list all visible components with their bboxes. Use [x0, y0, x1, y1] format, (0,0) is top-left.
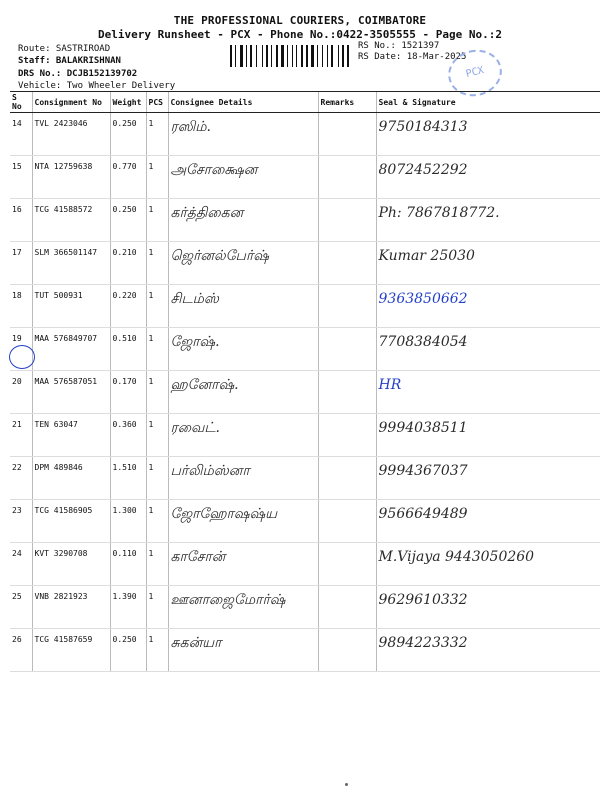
pcx-stamp: PCX: [443, 44, 507, 102]
row-weight: 0.510: [110, 328, 146, 371]
barcode: [230, 45, 354, 67]
table-row: [10, 500, 600, 543]
circled-row-marker: [9, 345, 35, 369]
table-row: [10, 586, 600, 629]
row-remarks: [318, 500, 376, 543]
row-consignee-handwriting: சிடம்ஸ்: [168, 285, 318, 328]
table-row: [10, 414, 600, 457]
table-header-row: [10, 92, 600, 113]
row-weight: 0.250: [110, 113, 146, 156]
row-signature: Ph: 7867818772.: [376, 199, 600, 242]
row-sno: 19: [10, 328, 32, 371]
row-consignee-handwriting: ரவைட்.: [168, 414, 318, 457]
drs-number: DRS No.: DCJB152139702: [18, 69, 138, 79]
row-sno: 24: [10, 543, 32, 586]
row-signature: 9566649489: [376, 500, 600, 543]
row-sno: 23: [10, 500, 32, 543]
runsheet-table: [10, 91, 600, 672]
row-consignee-handwriting: ஹனோஷ்.: [168, 371, 318, 414]
barcode-bar: [271, 45, 272, 67]
row-signature: 9629610332: [376, 586, 600, 629]
row-consignee-handwriting: ரஸிம்.: [168, 113, 318, 156]
row-remarks: [318, 113, 376, 156]
row-consignment-no: TCG 41588572: [32, 199, 110, 242]
row-weight: 0.250: [110, 629, 146, 672]
table-row: [10, 371, 600, 414]
barcode-bar: [266, 45, 268, 67]
table-row: [10, 285, 600, 328]
barcode-bar: [287, 45, 288, 67]
row-sno: 20: [10, 371, 32, 414]
row-pcs: 1: [146, 113, 168, 156]
row-pcs: 1: [146, 414, 168, 457]
row-consignment-no: TVL 2423046: [32, 113, 110, 156]
col-consignment: Consignment No: [32, 92, 110, 113]
row-remarks: [318, 371, 376, 414]
row-sno: 14: [10, 113, 32, 156]
runsheet-subtitle: Delivery Runsheet - PCX - Phone No.:0422-3505555 - Page No.:2: [98, 28, 502, 41]
barcode-bar: [256, 45, 257, 67]
row-signature: 9363850662: [376, 285, 600, 328]
row-pcs: 1: [146, 199, 168, 242]
row-sno: 22: [10, 457, 32, 500]
barcode-bar: [317, 45, 318, 67]
barcode-bar: [322, 45, 323, 67]
row-remarks: [318, 414, 376, 457]
row-pcs: 1: [146, 285, 168, 328]
barcode-bar: [235, 45, 236, 67]
table-row: [10, 543, 600, 586]
row-remarks: [318, 199, 376, 242]
row-pcs: 1: [146, 500, 168, 543]
barcode-bar: [311, 45, 314, 67]
row-consignment-no: TCG 41586905: [32, 500, 110, 543]
row-sno: 16: [10, 199, 32, 242]
row-consignment-no: TEN 63047: [32, 414, 110, 457]
table-row: [10, 242, 600, 285]
row-pcs: 1: [146, 457, 168, 500]
row-consignee-handwriting: ஜோஷ்.: [168, 328, 318, 371]
route-label: Route: SASTRIROAD: [18, 44, 111, 54]
barcode-bar: [338, 45, 339, 67]
table-row: [10, 457, 600, 500]
row-weight: 0.360: [110, 414, 146, 457]
barcode-bar: [281, 45, 284, 67]
row-weight: 0.250: [110, 199, 146, 242]
row-weight: 0.220: [110, 285, 146, 328]
row-consignee-handwriting: சுகன்யா: [168, 629, 318, 672]
row-remarks: [318, 156, 376, 199]
row-weight: 0.210: [110, 242, 146, 285]
table-row: [10, 629, 600, 672]
row-consignment-no: KVT 3290708: [32, 543, 110, 586]
row-remarks: [318, 457, 376, 500]
row-remarks: [318, 629, 376, 672]
barcode-bar: [342, 45, 344, 67]
row-pcs: 1: [146, 629, 168, 672]
row-remarks: [318, 328, 376, 371]
row-pcs: 1: [146, 543, 168, 586]
row-signature: 9750184313: [376, 113, 600, 156]
row-weight: 0.110: [110, 543, 146, 586]
row-signature: 8072452292: [376, 156, 600, 199]
row-signature: M.Vijaya 9443050260: [376, 543, 600, 586]
company-title: THE PROFESSIONAL COURIERS, COIMBATORE: [173, 14, 427, 27]
row-sno: 17: [10, 242, 32, 285]
row-sno: 15: [10, 156, 32, 199]
row-remarks: [318, 285, 376, 328]
row-consignment-no: VNB 2821923: [32, 586, 110, 629]
row-consignment-no: SLM 366501147: [32, 242, 110, 285]
barcode-bar: [262, 45, 263, 67]
row-pcs: 1: [146, 156, 168, 199]
row-weight: 0.170: [110, 371, 146, 414]
row-remarks: [318, 543, 376, 586]
rs-number: RS No.: 1521397: [358, 41, 440, 51]
row-signature: 9894223332: [376, 629, 600, 672]
row-consignment-no: NTA 12759638: [32, 156, 110, 199]
row-pcs: 1: [146, 586, 168, 629]
page-dot: [345, 783, 348, 786]
row-weight: 1.390: [110, 586, 146, 629]
row-signature: HR: [376, 371, 600, 414]
row-sno: 26: [10, 629, 32, 672]
barcode-bar: [292, 45, 293, 67]
row-consignee-handwriting: ஜெர்னல்பேர்ஷ்: [168, 242, 318, 285]
barcode-bar: [331, 45, 333, 67]
vehicle-label: Vehicle: Two Wheeler Delivery: [18, 81, 176, 91]
table-row: [10, 199, 600, 242]
barcode-bar: [246, 45, 247, 67]
row-signature: 9994038511: [376, 414, 600, 457]
table-row: [10, 156, 600, 199]
row-pcs: 1: [146, 371, 168, 414]
col-weight: Weight: [110, 92, 146, 113]
row-pcs: 1: [146, 328, 168, 371]
row-consignee-handwriting: அசோக்ஷைன: [168, 156, 318, 199]
col-signature: Seal & Signature: [376, 92, 600, 113]
barcode-bar: [276, 45, 278, 67]
row-remarks: [318, 242, 376, 285]
row-consignment-no: MAA 576849707: [32, 328, 110, 371]
row-sno: 25: [10, 586, 32, 629]
col-pcs: PCS: [146, 92, 168, 113]
row-signature: Kumar 25030: [376, 242, 600, 285]
row-consignment-no: TUT 500931: [32, 285, 110, 328]
barcode-bar: [230, 45, 232, 67]
barcode-bar: [306, 45, 308, 67]
barcode-bar: [347, 45, 349, 67]
row-consignee-handwriting: கர்த்திகைன: [168, 199, 318, 242]
barcode-bar: [296, 45, 297, 67]
row-weight: 0.770: [110, 156, 146, 199]
row-sno: 18: [10, 285, 32, 328]
barcode-bar: [327, 45, 328, 67]
barcode-bar: [301, 45, 303, 67]
row-signature: 9994367037: [376, 457, 600, 500]
staff-label: Staff: BALAKRISHNAN: [18, 56, 121, 66]
row-consignment-no: DPM 489846: [32, 457, 110, 500]
row-consignee-handwriting: ஊனாஜைமோர்ஷ்: [168, 586, 318, 629]
row-signature: 7708384054: [376, 328, 600, 371]
row-sno: 21: [10, 414, 32, 457]
barcode-bar: [250, 45, 252, 67]
col-consignee: Consignee Details: [168, 92, 318, 113]
row-consignment-no: MAA 576587051: [32, 371, 110, 414]
row-remarks: [318, 586, 376, 629]
rs-date: RS Date: 18-Mar-2025: [358, 52, 467, 62]
col-remarks: Remarks: [318, 92, 376, 113]
row-weight: 1.510: [110, 457, 146, 500]
row-consignment-no: TCG 41587659: [32, 629, 110, 672]
table-row: [10, 328, 600, 371]
table-row: [10, 113, 600, 156]
barcode-bar: [240, 45, 243, 67]
row-pcs: 1: [146, 242, 168, 285]
row-consignee-handwriting: பர்லிம்ஸ்னா: [168, 457, 318, 500]
row-weight: 1.300: [110, 500, 146, 543]
col-sno: S No: [10, 92, 32, 113]
row-consignee-handwriting: காசோன்: [168, 543, 318, 586]
row-consignee-handwriting: ஜோஹோஷஷ்ய: [168, 500, 318, 543]
